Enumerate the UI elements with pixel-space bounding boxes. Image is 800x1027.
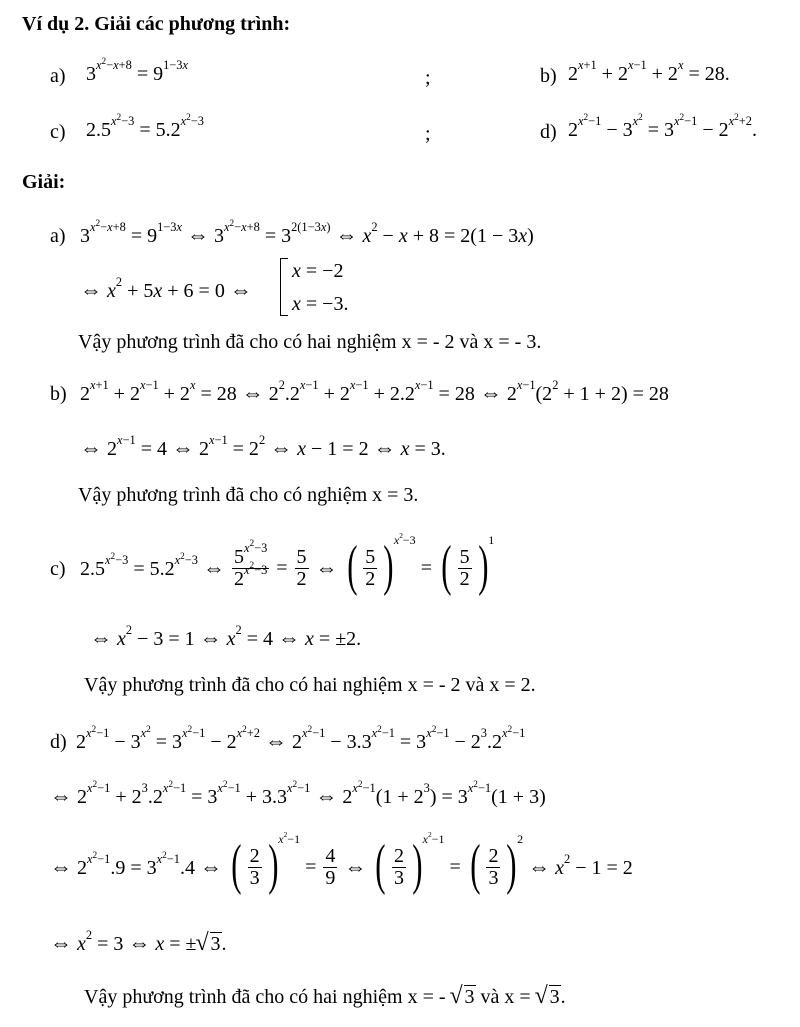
solution-a-conclusion: Vậy phương trình đã cho có hai nghiệm x = - 2 và x = - 3. xyxy=(78,331,542,353)
problem-b-equation: $2^{x+1} + 2^{x-1} + 2^x = 28$. xyxy=(568,58,730,85)
page-title: Ví dụ 2. Giải các phương trình: xyxy=(22,13,291,35)
solution-d-line1: $2^{x^2-1} - 3^{x^2} = 3^{x^2-1} - 2^{x^2+2}$ ⇔ $2^{x^2-1} - 3.3^{x^2-1} = 3^{x^2-1} - 2^3.2^{x^2-1}$ xyxy=(76,724,526,753)
solution-b-line1: $2^{x+1} + 2^{x-1} + 2^x = 28$ ⇔ $2^2.2^{x-1} + 2^{x-1} + 2.2^{x-1} = 28$ ⇔ $2^{x-1}(2^2 + 1 + 2) = 28$ xyxy=(80,378,669,405)
solution-a-line1: $3^{x^2-x+8} = 9^{1-3x}$ ⇔ $3^{x^2-x+8} = 3^{2(1-3x)}$ ⇔ $x^2 - x + 8 = 2(1 - 3x)$ xyxy=(80,218,534,247)
problem-b-label: b) xyxy=(540,65,557,87)
solution-d-line3: ⇔ $2^{x^2-1}.9 = 3^{x^2-1}.4$ ⇔ ( $\frac{2}{3}$ ) $x^2-1$ = $\frac{4}{9}$ ⇔ ( $\frac{2}{3}$ ) $x^2-1$ = ( $\frac{2}{3}$ ) 2 ⇔ $x^2 - 1 = 2$ xyxy=(50,829,633,896)
solution-c-conclusion: Vậy phương trình đã cho có hai nghiệm x = - 2 và x = 2. xyxy=(84,674,536,696)
solution-a-root1: x = −2 xyxy=(292,260,344,282)
solution-b-conclusion: Vậy phương trình đã cho có nghiệm x = 3. xyxy=(78,484,419,506)
problem-c-label: c) xyxy=(50,121,66,143)
problem-c-equation: $2.5^{x^2-3} = 5.2^{x^2-3}$ xyxy=(86,112,204,141)
separator-cd: ; xyxy=(425,123,431,145)
problem-a-label: a) xyxy=(50,65,66,87)
solution-d-conclusion: Vậy phương trình đã cho có hai nghiệm x = - √ 3 và x = √ 3. xyxy=(84,987,566,1007)
solution-c-line2: ⇔ $x^2 - 3 = 1$ ⇔ $x^2 = 4$ ⇔ x = ±2. xyxy=(90,623,362,650)
solution-c-label: c) xyxy=(50,558,66,580)
solution-b-label: b) xyxy=(50,383,67,405)
problem-d-label: d) xyxy=(540,121,557,143)
solution-a-label: a) xyxy=(50,225,66,247)
problem-a-equation: $3^{x^2-x+8} = 9^{1-3x}$ xyxy=(86,56,188,85)
solution-d-label: d) xyxy=(50,731,67,753)
solution-a-root2: x = −3. xyxy=(292,293,349,315)
solution-d-line2: ⇔ $2^{x^2-1} + 2^3.2^{x^2-1} = 3^{x^2-1} + 3.3^{x^2-1}$ ⇔ $2^{x^2-1}(1 + 2^3) = 3^{x^2-1}(1 + 3)$ xyxy=(50,779,546,808)
problem-d-equation: $2^{x^2-1} - 3^{x^2} = 3^{x^2-1} - 2^{x^2+2}$. xyxy=(568,112,757,141)
solution-a-bracket xyxy=(280,258,288,316)
solution-b-line2: ⇔ $2^{x-1} = 4$ ⇔ $2^{x-1} = 2^2$ ⇔ x − 1 = 2 ⇔ x = 3. xyxy=(80,433,446,460)
solution-c-line1: $2.5^{x^2-3} = 5.2^{x^2-3}$ ⇔ $\frac{5^{x^2-3}}{2^{x^2-3}}$ = $\frac{5}{2}$ ⇔ ( $\frac{5}{2}$ ) $x^2-3$ = ( $\frac{5}{2}$ ) 1 xyxy=(80,530,495,597)
solution-a-line2: ⇔ $x^2 + 5x + 6 = 0$ ⇔ xyxy=(80,275,252,302)
solution-heading: Giải: xyxy=(22,171,66,193)
separator-ab: ; xyxy=(425,67,431,89)
solution-d-line4: ⇔ $x^2 = 3$ ⇔ x = ±√ 3. xyxy=(50,932,227,954)
